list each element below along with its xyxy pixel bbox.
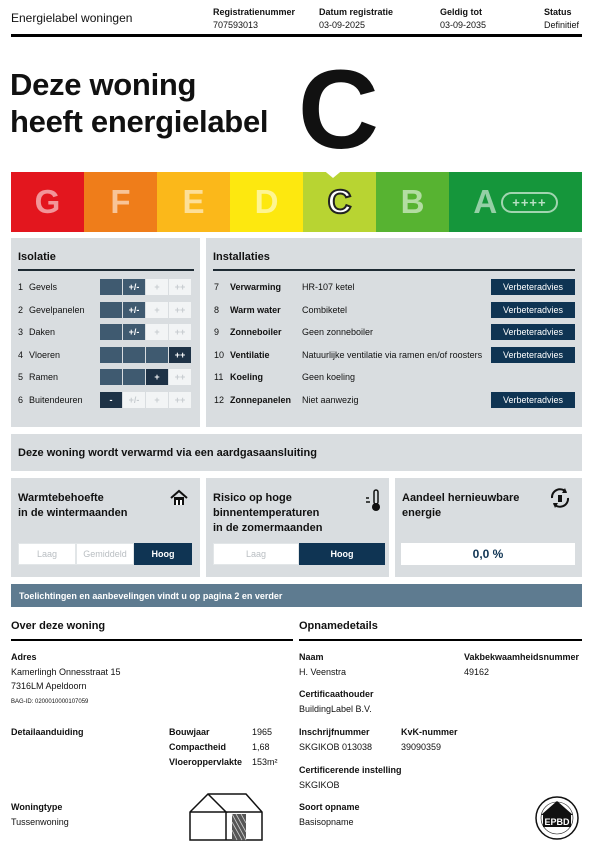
- soort-label: Soort opname: [299, 802, 360, 812]
- isolatie-level-bars: [100, 392, 192, 408]
- hernieuwbaar-panel: [395, 478, 582, 577]
- geldig-value: 03-09-2035: [440, 20, 487, 30]
- installatie-name: Verwarming: [230, 282, 282, 292]
- document-title: Energielabel woningen: [11, 11, 133, 25]
- scale-letter: G: [34, 183, 61, 220]
- option-hoog: Hoog: [299, 543, 385, 565]
- level-cell: ++: [169, 324, 191, 340]
- instelling-value: SKGIKOB: [299, 780, 340, 790]
- registratienummer-block: [213, 6, 295, 32]
- installatie-num: 10: [214, 349, 225, 360]
- isolatie-level-bars: [100, 279, 192, 295]
- epbd-logo: [534, 795, 580, 841]
- installatie-value: Geen zonneboiler: [302, 327, 374, 338]
- headline-line1: Deze woning: [10, 67, 197, 102]
- installatie-value: Niet aanwezig: [302, 395, 359, 405]
- installaties-title: Installaties: [213, 251, 270, 263]
- status-value: Definitief: [544, 20, 580, 30]
- registratienummer-label: Registratienummer: [213, 7, 296, 17]
- isolatie-num: 1: [18, 282, 24, 292]
- a-plus-pill: ++++: [501, 192, 557, 213]
- installatie-name: Warm water: [230, 304, 281, 315]
- level-cell: -: [100, 392, 122, 408]
- installatie-value: Combiketel: [302, 304, 348, 315]
- scale-segment-f: [84, 172, 157, 232]
- hernieuwbaar-value: 0,0 %: [401, 543, 575, 565]
- level-cell: ++: [169, 347, 191, 363]
- verbeteradvies-button[interactable]: Verbeteradvies: [491, 347, 575, 363]
- isolatie-name: Gevelpanelen: [29, 304, 85, 315]
- isolatie-row: [18, 305, 85, 315]
- scale-letter: B: [400, 183, 425, 220]
- status-block: [544, 6, 579, 32]
- option-hoog: Hoog: [134, 543, 192, 565]
- bouwjaar-value: 1965: [252, 727, 273, 737]
- scale-letter: E: [182, 183, 205, 220]
- installaties-rule: [213, 269, 575, 271]
- risico-options: [213, 543, 385, 565]
- geldig-label: Geldig tot: [440, 7, 482, 17]
- registratienummer-value: 707593013: [213, 20, 259, 30]
- level-cell: +/-: [123, 302, 145, 318]
- hernieuwbaar-title-line2: energie: [402, 507, 442, 519]
- isolatie-name: Vloeren: [29, 349, 61, 360]
- terraced-house-icon: [186, 790, 266, 842]
- level-cell: +: [146, 392, 168, 408]
- level-cell: ++: [169, 279, 191, 295]
- hernieuwbaar-title: [402, 491, 519, 521]
- isolatie-row: [18, 282, 57, 292]
- scale-segment-a: [449, 172, 582, 232]
- level-cell: ++: [169, 369, 191, 385]
- level-cell: [100, 302, 122, 318]
- status-label: Status: [544, 7, 572, 17]
- level-cell: [123, 369, 145, 385]
- level-cell: +/-: [123, 324, 145, 340]
- isolatie-rule: [18, 269, 194, 271]
- isolatie-num: 4: [18, 349, 24, 360]
- scale-segment-d: [230, 172, 303, 232]
- datum-block: [319, 6, 393, 32]
- level-cell: +/-: [123, 392, 145, 408]
- compactheid-label: Compactheid: [169, 742, 227, 752]
- warmte-panel: [11, 478, 200, 577]
- warmte-options: [18, 543, 192, 565]
- detail-label: Detailaanduiding: [11, 727, 84, 737]
- isolatie-name: Gevels: [29, 282, 58, 292]
- level-cell: [146, 347, 168, 363]
- level-cell: +: [146, 302, 168, 318]
- level-cell: [100, 279, 122, 295]
- installatie-name: Zonnepanelen: [230, 395, 292, 405]
- installatie-name: Zonneboiler: [230, 327, 282, 338]
- energy-label-letter: C: [298, 47, 379, 172]
- headline-line2: heeft energielabel: [10, 104, 269, 139]
- epbd-logo-text: EPBD: [544, 817, 570, 827]
- verbeteradvies-button[interactable]: Verbeteradvies: [491, 302, 575, 318]
- woningtype-value: Tussenwoning: [11, 817, 69, 827]
- scale-segment-e: [157, 172, 230, 232]
- scale-segment-g: [11, 172, 84, 232]
- option-laag: Laag: [213, 543, 299, 565]
- kvk-label: KvK-nummer: [401, 727, 458, 737]
- installatie-num: 12: [214, 395, 225, 405]
- isolatie-level-bars: [100, 347, 192, 363]
- geldig-block: [440, 6, 486, 32]
- verwarmd-panel: [11, 434, 582, 471]
- naam-value: H. Veenstra: [299, 667, 347, 677]
- installatie-name: Koeling: [230, 372, 263, 383]
- vakbek-label: Vakbekwaamheidsnummer: [464, 652, 580, 662]
- thermometer-icon: [364, 488, 382, 512]
- installatie-value: Geen koeling: [302, 372, 356, 383]
- instelling-label: Certificerende instelling: [299, 765, 402, 775]
- datum-label: Datum registratie: [319, 7, 394, 17]
- kvk-value: 39090359: [401, 742, 442, 752]
- cert-label: Certificaathouder: [299, 689, 374, 699]
- vakbek-value: 49162: [464, 667, 490, 677]
- vloer-label: Vloeroppervlakte: [169, 757, 243, 767]
- option-laag: Laag: [18, 543, 76, 565]
- cert-value: BuildingLabel B.V.: [299, 704, 372, 714]
- level-cell: +/-: [123, 279, 145, 295]
- isolatie-row: [18, 372, 58, 382]
- vloer-value: 153m²: [252, 757, 278, 767]
- verwarmd-text: Deze woning wordt verwarmd via een aardgasaansluiting: [18, 446, 317, 459]
- warmte-title-line1: Warmtebehoefte: [18, 492, 104, 504]
- house-icon: [169, 488, 189, 508]
- level-cell: +: [146, 369, 168, 385]
- installatie-num: 8: [214, 304, 220, 315]
- isolatie-row: [18, 327, 55, 337]
- compactheid-value: 1,68: [252, 742, 270, 752]
- scale-pointer: [321, 168, 345, 178]
- option-gemiddeld: Gemiddeld: [76, 543, 134, 565]
- isolatie-row: [18, 395, 83, 405]
- level-cell: [123, 347, 145, 363]
- woningtype-label: Woningtype: [11, 802, 63, 812]
- header-rule: [11, 34, 582, 37]
- scale-segment-b: [376, 172, 449, 232]
- verbeteradvies-button[interactable]: Verbeteradvies: [491, 324, 575, 340]
- scale-segment-c: [303, 172, 376, 232]
- isolatie-level-bars: [100, 369, 192, 385]
- energy-scale: [11, 172, 582, 232]
- inschrijf-value: SKGIKOB 013038: [299, 742, 373, 752]
- scale-letter: A: [473, 183, 498, 220]
- level-cell: ++: [169, 302, 191, 318]
- verbeteradvies-button[interactable]: Verbeteradvies: [491, 279, 575, 295]
- isolatie-num: 6: [18, 395, 24, 405]
- opname-rule: [299, 639, 582, 641]
- scale-letter: F: [110, 183, 131, 220]
- adres-label: Adres: [11, 652, 37, 662]
- soort-value: Basisopname: [299, 817, 354, 827]
- isolatie-level-bars: [100, 324, 192, 340]
- isolatie-name: Ramen: [29, 372, 59, 383]
- installatie-value: Natuurlijke ventilatie via ramen en/of roosters: [302, 349, 483, 360]
- adres-line1: Kamerlingh Onnesstraat 15: [11, 667, 121, 677]
- adres-line2: 7316LM Apeldoorn: [11, 681, 87, 691]
- datum-value: 03-09-2025: [319, 20, 366, 30]
- naam-label: Naam: [299, 652, 324, 662]
- verbeteradvies-button[interactable]: Verbeteradvies: [491, 392, 575, 408]
- hernieuwbaar-title-line1: Aandeel hernieuwbare: [402, 492, 520, 504]
- over-title: Over deze woning: [11, 620, 106, 632]
- isolatie-num: 2: [18, 304, 24, 315]
- installatie-value: HR-107 ketel: [302, 282, 355, 292]
- headline: [10, 66, 268, 140]
- isolatie-name: Buitendeuren: [29, 395, 83, 405]
- bouwjaar-label: Bouwjaar: [169, 727, 210, 737]
- isolatie-num: 5: [18, 372, 24, 383]
- isolatie-num: 3: [18, 327, 24, 338]
- isolatie-level-bars: [100, 302, 192, 318]
- installatie-num: 7: [214, 282, 220, 292]
- over-rule: [11, 639, 293, 641]
- risico-panel: [206, 478, 389, 577]
- risico-title-line2: binnentemperaturen: [213, 507, 320, 519]
- renewable-icon: [548, 486, 572, 510]
- opname-title: Opnamedetails: [299, 620, 378, 632]
- level-cell: [100, 369, 122, 385]
- bag-id: BAG-ID: 0200010000107059: [11, 699, 89, 705]
- level-cell: +: [146, 279, 168, 295]
- level-cell: ++: [169, 392, 191, 408]
- inschrijf-label: Inschrijfnummer: [299, 727, 370, 737]
- installatie-name: Ventilatie: [230, 349, 270, 360]
- risico-title-line3: in de zomermaanden: [213, 522, 323, 534]
- isolatie-name: Daken: [29, 327, 56, 338]
- level-cell: [100, 324, 122, 340]
- installatie-num: 9: [214, 327, 220, 338]
- risico-title: [213, 491, 322, 536]
- scale-letter: C: [327, 183, 352, 220]
- isolatie-row: [18, 350, 60, 360]
- level-cell: +: [146, 324, 168, 340]
- installatie-num: 11: [214, 372, 224, 383]
- warmte-title: [18, 491, 127, 521]
- toelichting-banner: Toelichtingen en aanbevelingen vindt u op pagina 2 en verder: [11, 584, 582, 607]
- isolatie-title: Isolatie: [18, 251, 56, 263]
- warmte-title-line2: in de wintermaanden: [18, 507, 128, 519]
- scale-letter: D: [254, 183, 279, 220]
- level-cell: [100, 347, 122, 363]
- risico-title-line1: Risico op hoge: [213, 492, 292, 504]
